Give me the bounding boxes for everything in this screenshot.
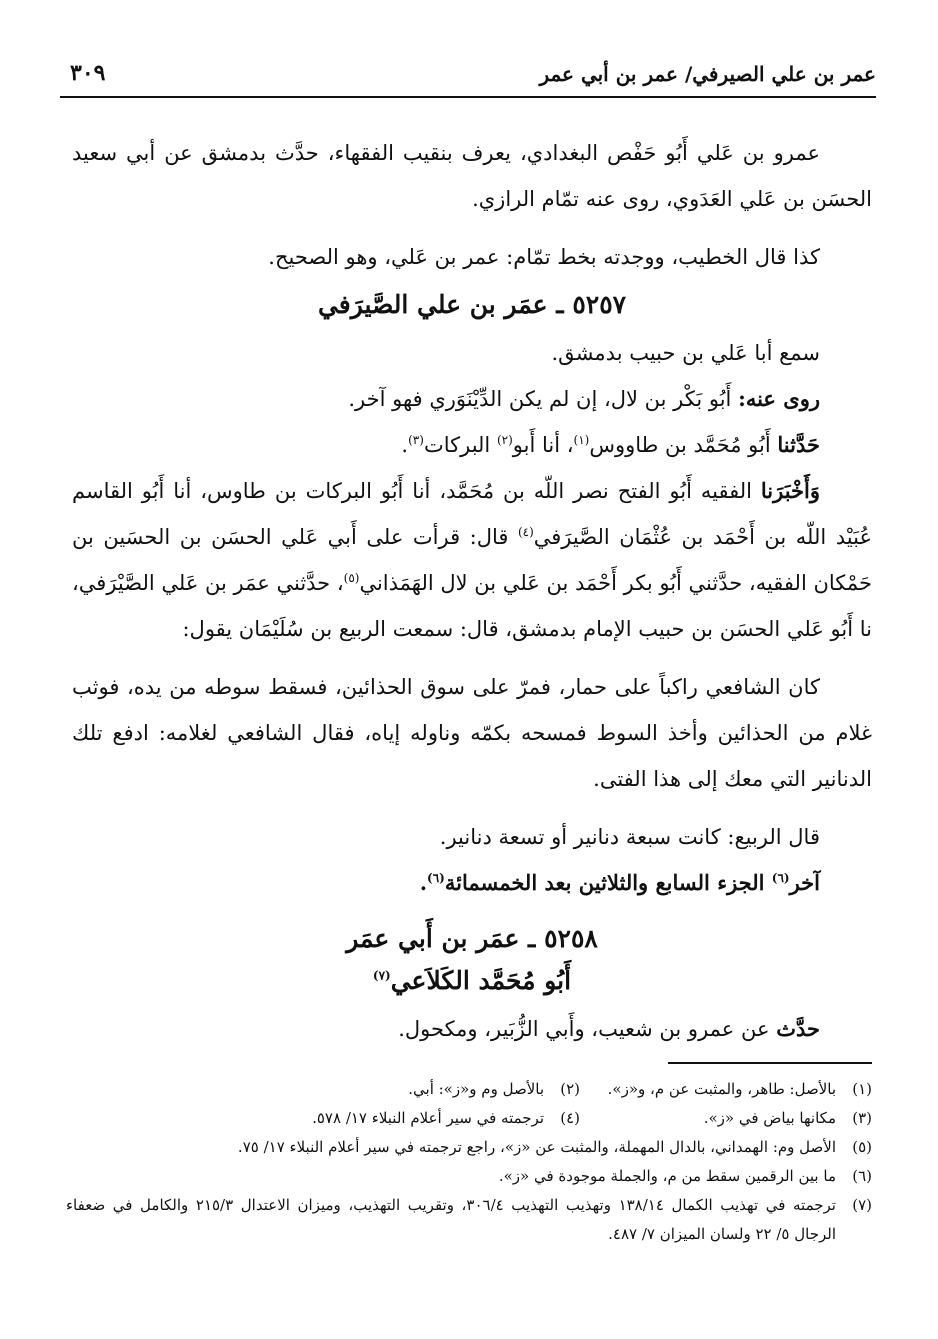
juz-end-text-b: الجزء السابع والثلاثين بعد الخمسمائة	[444, 870, 772, 895]
footnote-number: (٤)	[560, 1109, 580, 1127]
footnote-number: (١)	[852, 1080, 872, 1098]
footnote-5	[66, 1133, 872, 1162]
footnote-text: ما بين الرقمين سقط من م، والجملة موجودة في «ز».	[498, 1167, 836, 1185]
footnote-ref-3[interactable]: (٣)	[408, 433, 424, 447]
label-haddatha: حدَّث	[776, 1016, 820, 1041]
kunya-text: أَبُو مُحَمَّد الكَلاَعي	[390, 966, 572, 995]
footnote-ref-1[interactable]: (١)	[573, 433, 590, 447]
paragraph-rabi-note: قال الربيع: كانت سبعة دنانير أو تسعة دنانير.	[439, 825, 820, 849]
footnote-4	[312, 1104, 580, 1133]
footnote-text: ترجمته في سير أعلام النبلاء ١٧/ ٥٧٨.	[312, 1109, 544, 1127]
footnote-ref-5[interactable]: (٥)	[343, 571, 360, 585]
footnote-ref-2[interactable]: (٢)	[496, 433, 513, 447]
paragraph-haddatha	[72, 1006, 872, 1052]
entry-heading-5257: ٥٢٥٧ ـ عمَر بن علي الصَّيرَفي	[317, 290, 627, 319]
footnote-number: (٣)	[852, 1109, 872, 1127]
main-text	[72, 130, 872, 1052]
footnote-text: ترجمته في تهذيب الكمال ١٣٨/١٤ وتهذيب التهذيب ٣٠٦/٤، وتقريب التهذيب، وميزان الاعتدال ٢١٥/٣ والكامل في ضعفاء الرجال ٥/ ٢٢ ولسان الميزان ٧/ ٤٨٧.	[66, 1196, 836, 1243]
footnote-number: (٧)	[852, 1196, 872, 1214]
footnote-text: الأصل وم: الهمداني، بالدال المهملة، والمثبت عن «ز»، راجع ترجمته في سير أعلام النبلاء ١٧/ ٧٥.	[237, 1138, 836, 1156]
page-number: ٣٠٩	[70, 60, 106, 86]
footnote-text: بالأصل: طاهر، والمثبت عن م، و«ز».	[607, 1080, 836, 1098]
footnote-7	[66, 1191, 872, 1249]
paragraph-rawa-anhu	[72, 376, 872, 422]
footnote-number: (٥)	[852, 1138, 872, 1156]
paragraph-amr-bin-ali: عمرو بن عَلي أَبُو حَفْص البغدادي، يعرف بنقيب الفقهاء، حدَّث بدمشق عن أبي سعيد الحسَن بن عَلي العَدَوي، روى عنه تمّام الرازي.	[72, 141, 872, 211]
paragraph-akhbarana	[72, 468, 872, 652]
footnote-2	[408, 1075, 580, 1104]
paragraph-haddathana	[72, 422, 872, 468]
footnote-text: مكانها بياض في «ز».	[703, 1109, 836, 1127]
paragraph-shafii-story: كان الشافعي راكباً على حمار، فمرّ على سوق الحذائين، فسقط سوطه من يده، فوثب غلام من الحذائين وأخذ السوط فمسحه بكمّه وناوله إياه، فقال الشافعي لغلامه: ادفع تلك الدنانير التي معك إلى هذا الفتى.	[72, 675, 872, 791]
running-header	[60, 58, 876, 98]
akhbarana-text-a: الفقيه أَبُو الفتح نصر اللّه بن مُحَمَّد، أنا أَبُو البركات بن طاوس، أنا أَبُو القاسم عُبَيْد اللّه بن أَحْمَد بن عُثْمَان الصَّيرَفي	[72, 479, 872, 549]
footnote-number: (٦)	[852, 1167, 872, 1185]
footnote-separator	[668, 1062, 872, 1064]
akhbarana-text-c: ، حدَّثني عمَر بن عَلي الصَّيْرَفي، نا أَبُو عَلي الحسَن بن حبيب الإمام بدمشق، قال: سمعت الربيع بن سُلَيْمَان يقول:	[72, 571, 872, 641]
footnote-row	[66, 1075, 872, 1104]
header-rule	[60, 96, 876, 98]
paragraph-khatib-note: كذا قال الخطيب، ووجدته بخط تمّام: عمر بن عَلي، وهو الصحيح.	[268, 245, 820, 269]
footnote-ref-6a[interactable]: (٦)	[771, 871, 790, 885]
footnote-row	[66, 1104, 872, 1133]
entry-heading-5258-kunya	[72, 956, 872, 1006]
juz-end-text-a: آخر	[789, 870, 820, 895]
rawa-anhu-text: أَبُو بَكْر بن لال، إن لم يكن الدِّيْنَوَري فهو آخر.	[348, 387, 732, 411]
haddatha-text: عن عمرو بن شعيب، وأَبي الزُّبَير، ومكحول.	[398, 1017, 770, 1041]
footnote-ref-4[interactable]: (٤)	[517, 525, 534, 539]
label-rawa-anhu: روى عنه:	[738, 386, 820, 411]
footnotes	[66, 1075, 872, 1249]
footnote-1	[580, 1075, 872, 1104]
haddathana-text-d: .	[401, 433, 409, 457]
footnote-3	[580, 1104, 872, 1133]
juz-end-text-c: .	[419, 870, 428, 895]
label-haddathana: حَدَّثنا	[777, 432, 820, 457]
footnote-text: بالأصل وم و«ز»: أبي.	[408, 1080, 544, 1098]
footnote-ref-7[interactable]: (٧)	[372, 968, 391, 983]
label-akhbarana: وَأَخْبَرَنا	[760, 478, 820, 503]
footnote-6	[66, 1162, 872, 1191]
footnote-number: (٢)	[560, 1080, 580, 1098]
paragraph-sami: سمع أبا عَلي بن حبيب بدمشق.	[551, 341, 820, 365]
entry-heading-5258: ٥٢٥٨ ـ عمَر بن أَبي عمَر	[346, 924, 598, 953]
haddathana-text-c: البركات	[423, 433, 497, 457]
paragraph-juz-end	[72, 860, 872, 906]
footnote-ref-6b[interactable]: (٦)	[427, 871, 445, 885]
haddathana-text-a: أَبُو مُحَمَّد بن طاووس	[589, 433, 771, 457]
running-title: عمر بن علي الصيرفي/ عمر بن أبي عمر	[539, 62, 876, 86]
haddathana-text-b: ، أنا أَبو	[512, 433, 574, 457]
akhbarana-text-b: قال: قرأت على أَبي عَلي الحسَن بن الحسَين بن حَمْكان الفقيه، حدَّثني أَبُو بكر أَحْمَد بن عَلي بن لال الهَمَذاني	[72, 525, 872, 595]
